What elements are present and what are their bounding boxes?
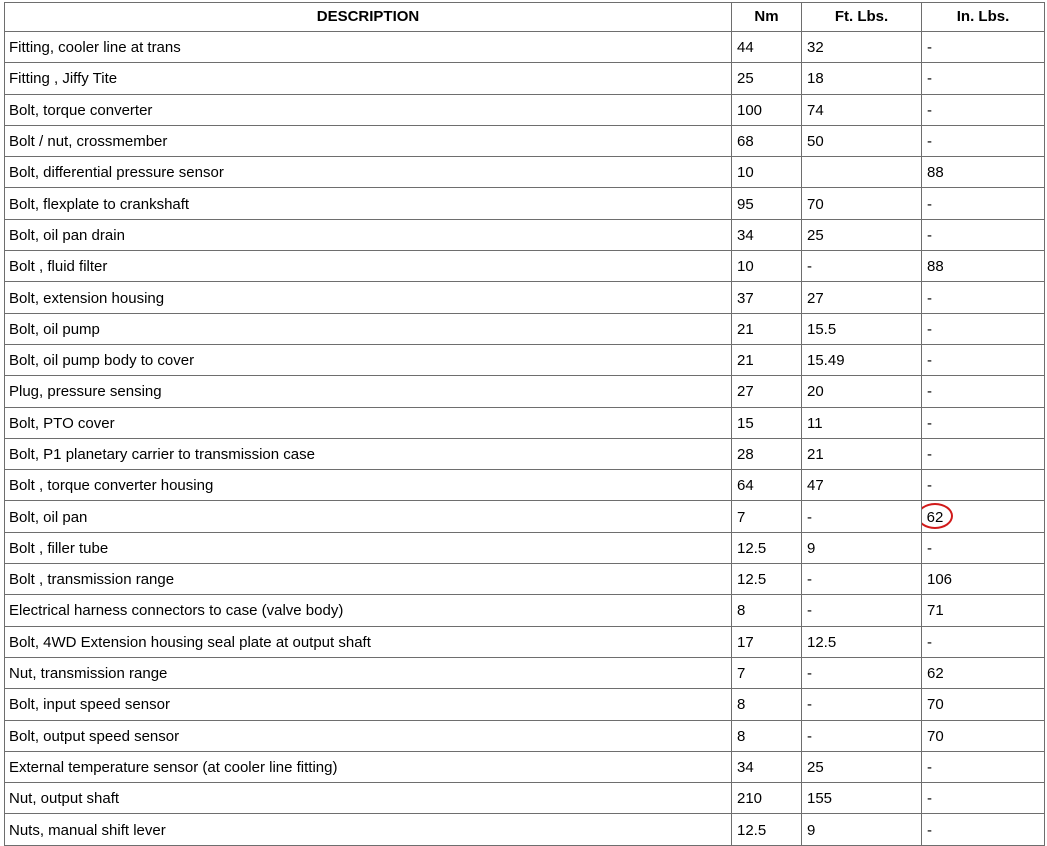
- in-lbs-cell: 88: [922, 251, 1045, 282]
- ft-lbs-cell: 15.49: [802, 344, 922, 375]
- nm-cell: 100: [732, 94, 802, 125]
- highlight-circle: 62: [922, 503, 954, 529]
- in-lbs-cell: -: [922, 63, 1045, 94]
- description-cell: Bolt, input speed sensor: [5, 689, 732, 720]
- in-lbs-cell: -: [922, 470, 1045, 501]
- in-lbs-cell: -: [922, 376, 1045, 407]
- description-cell: Bolt, torque converter: [5, 94, 732, 125]
- ft-lbs-cell: -: [802, 720, 922, 751]
- table-header-row: [5, 3, 1045, 32]
- table-row: [5, 595, 1045, 626]
- description-cell: Fitting , Jiffy Tite: [5, 63, 732, 94]
- description-cell: Bolt , torque converter housing: [5, 470, 732, 501]
- ft-lbs-cell: -: [802, 251, 922, 282]
- description-cell: Nut, output shaft: [5, 783, 732, 814]
- ft-lbs-cell: -: [802, 564, 922, 595]
- nm-cell: 17: [732, 626, 802, 657]
- description-cell: Bolt, oil pan: [5, 501, 732, 532]
- ft-lbs-cell: 11: [802, 407, 922, 438]
- nm-cell: 7: [732, 657, 802, 688]
- in-lbs-cell: -: [922, 219, 1045, 250]
- ft-lbs-cell: 47: [802, 470, 922, 501]
- description-cell: Bolt , transmission range: [5, 564, 732, 595]
- in-lbs-cell: -: [922, 32, 1045, 63]
- nm-cell: 10: [732, 251, 802, 282]
- table-row: [5, 689, 1045, 720]
- table-row: [5, 94, 1045, 125]
- description-cell: Fitting, cooler line at trans: [5, 32, 732, 63]
- table-row: [5, 125, 1045, 156]
- nm-cell: 8: [732, 689, 802, 720]
- ft-lbs-cell: [802, 157, 922, 188]
- table-row: [5, 313, 1045, 344]
- nm-cell: 68: [732, 125, 802, 156]
- in-lbs-cell: 70: [922, 720, 1045, 751]
- ft-lbs-cell: 20: [802, 376, 922, 407]
- description-cell: Bolt , fluid filter: [5, 251, 732, 282]
- description-cell: Bolt, oil pump: [5, 313, 732, 344]
- ft-lbs-cell: -: [802, 657, 922, 688]
- in-lbs-cell: -: [922, 814, 1045, 845]
- ft-lbs-cell: 50: [802, 125, 922, 156]
- nm-cell: 64: [732, 470, 802, 501]
- nm-cell: 37: [732, 282, 802, 313]
- in-lbs-cell: [922, 501, 1045, 532]
- nm-cell: 44: [732, 32, 802, 63]
- description-cell: External temperature sensor (at cooler line fitting): [5, 751, 732, 782]
- table-row: [5, 783, 1045, 814]
- nm-cell: 21: [732, 344, 802, 375]
- table-row: [5, 814, 1045, 845]
- nm-cell: 95: [732, 188, 802, 219]
- description-cell: Bolt, extension housing: [5, 282, 732, 313]
- ft-lbs-cell: 25: [802, 219, 922, 250]
- description-cell: Bolt, oil pan drain: [5, 219, 732, 250]
- in-lbs-cell: -: [922, 751, 1045, 782]
- table-row: [5, 626, 1045, 657]
- ft-lbs-cell: 12.5: [802, 626, 922, 657]
- table-row: [5, 532, 1045, 563]
- description-cell: Electrical harness connectors to case (valve body): [5, 595, 732, 626]
- in-lbs-cell: -: [922, 344, 1045, 375]
- nm-cell: 28: [732, 438, 802, 469]
- description-cell: Bolt, differential pressure sensor: [5, 157, 732, 188]
- table-row: [5, 282, 1045, 313]
- ft-lbs-cell: -: [802, 689, 922, 720]
- ft-lbs-cell: 155: [802, 783, 922, 814]
- table-row: [5, 501, 1045, 532]
- ft-lbs-cell: -: [802, 501, 922, 532]
- in-lbs-cell: 88: [922, 157, 1045, 188]
- description-cell: Plug, pressure sensing: [5, 376, 732, 407]
- nm-cell: 7: [732, 501, 802, 532]
- ft-lbs-cell: 9: [802, 814, 922, 845]
- in-lbs-cell: -: [922, 125, 1045, 156]
- ft-lbs-cell: -: [802, 595, 922, 626]
- ft-lbs-cell: 70: [802, 188, 922, 219]
- in-lbs-cell: -: [922, 783, 1045, 814]
- description-cell: Nut, transmission range: [5, 657, 732, 688]
- table-row: [5, 407, 1045, 438]
- table-row: [5, 751, 1045, 782]
- ft-lbs-cell: 9: [802, 532, 922, 563]
- header-description: DESCRIPTION: [5, 3, 732, 32]
- table-row: [5, 376, 1045, 407]
- ft-lbs-cell: 74: [802, 94, 922, 125]
- table-row: [5, 63, 1045, 94]
- description-cell: Bolt / nut, crossmember: [5, 125, 732, 156]
- nm-cell: 21: [732, 313, 802, 344]
- nm-cell: 25: [732, 63, 802, 94]
- in-lbs-cell: 106: [922, 564, 1045, 595]
- in-lbs-cell: 62: [922, 657, 1045, 688]
- nm-cell: 8: [732, 595, 802, 626]
- table-body: [5, 32, 1045, 846]
- in-lbs-cell: -: [922, 407, 1045, 438]
- ft-lbs-cell: 21: [802, 438, 922, 469]
- header-in-lbs: In. Lbs.: [922, 3, 1045, 32]
- nm-cell: 12.5: [732, 564, 802, 595]
- in-lbs-cell: -: [922, 626, 1045, 657]
- description-cell: Bolt, flexplate to crankshaft: [5, 188, 732, 219]
- in-lbs-cell: -: [922, 313, 1045, 344]
- ft-lbs-cell: 27: [802, 282, 922, 313]
- nm-cell: 210: [732, 783, 802, 814]
- ft-lbs-cell: 18: [802, 63, 922, 94]
- ft-lbs-cell: 25: [802, 751, 922, 782]
- nm-cell: 34: [732, 751, 802, 782]
- header-nm: Nm: [732, 3, 802, 32]
- description-cell: Bolt , filler tube: [5, 532, 732, 563]
- description-cell: Nuts, manual shift lever: [5, 814, 732, 845]
- in-lbs-cell: -: [922, 282, 1045, 313]
- description-cell: Bolt, oil pump body to cover: [5, 344, 732, 375]
- table-row: [5, 157, 1045, 188]
- header-ft-lbs: Ft. Lbs.: [802, 3, 922, 32]
- ft-lbs-cell: 32: [802, 32, 922, 63]
- nm-cell: 12.5: [732, 814, 802, 845]
- in-lbs-cell: -: [922, 188, 1045, 219]
- table-row: [5, 251, 1045, 282]
- nm-cell: 15: [732, 407, 802, 438]
- in-lbs-cell: -: [922, 438, 1045, 469]
- description-cell: Bolt, PTO cover: [5, 407, 732, 438]
- in-lbs-cell: 71: [922, 595, 1045, 626]
- nm-cell: 10: [732, 157, 802, 188]
- torque-spec-table: [4, 2, 1045, 846]
- nm-cell: 27: [732, 376, 802, 407]
- description-cell: Bolt, P1 planetary carrier to transmission case: [5, 438, 732, 469]
- nm-cell: 12.5: [732, 532, 802, 563]
- in-lbs-cell: -: [922, 94, 1045, 125]
- table-row: [5, 720, 1045, 751]
- ft-lbs-cell: 15.5: [802, 313, 922, 344]
- in-lbs-cell: 70: [922, 689, 1045, 720]
- table-row: [5, 470, 1045, 501]
- description-cell: Bolt, output speed sensor: [5, 720, 732, 751]
- in-lbs-cell: -: [922, 532, 1045, 563]
- table-row: [5, 657, 1045, 688]
- table-row: [5, 344, 1045, 375]
- table-row: [5, 219, 1045, 250]
- nm-cell: 34: [732, 219, 802, 250]
- nm-cell: 8: [732, 720, 802, 751]
- table-row: [5, 32, 1045, 63]
- table-row: [5, 564, 1045, 595]
- description-cell: Bolt, 4WD Extension housing seal plate at output shaft: [5, 626, 732, 657]
- table-row: [5, 438, 1045, 469]
- table-row: [5, 188, 1045, 219]
